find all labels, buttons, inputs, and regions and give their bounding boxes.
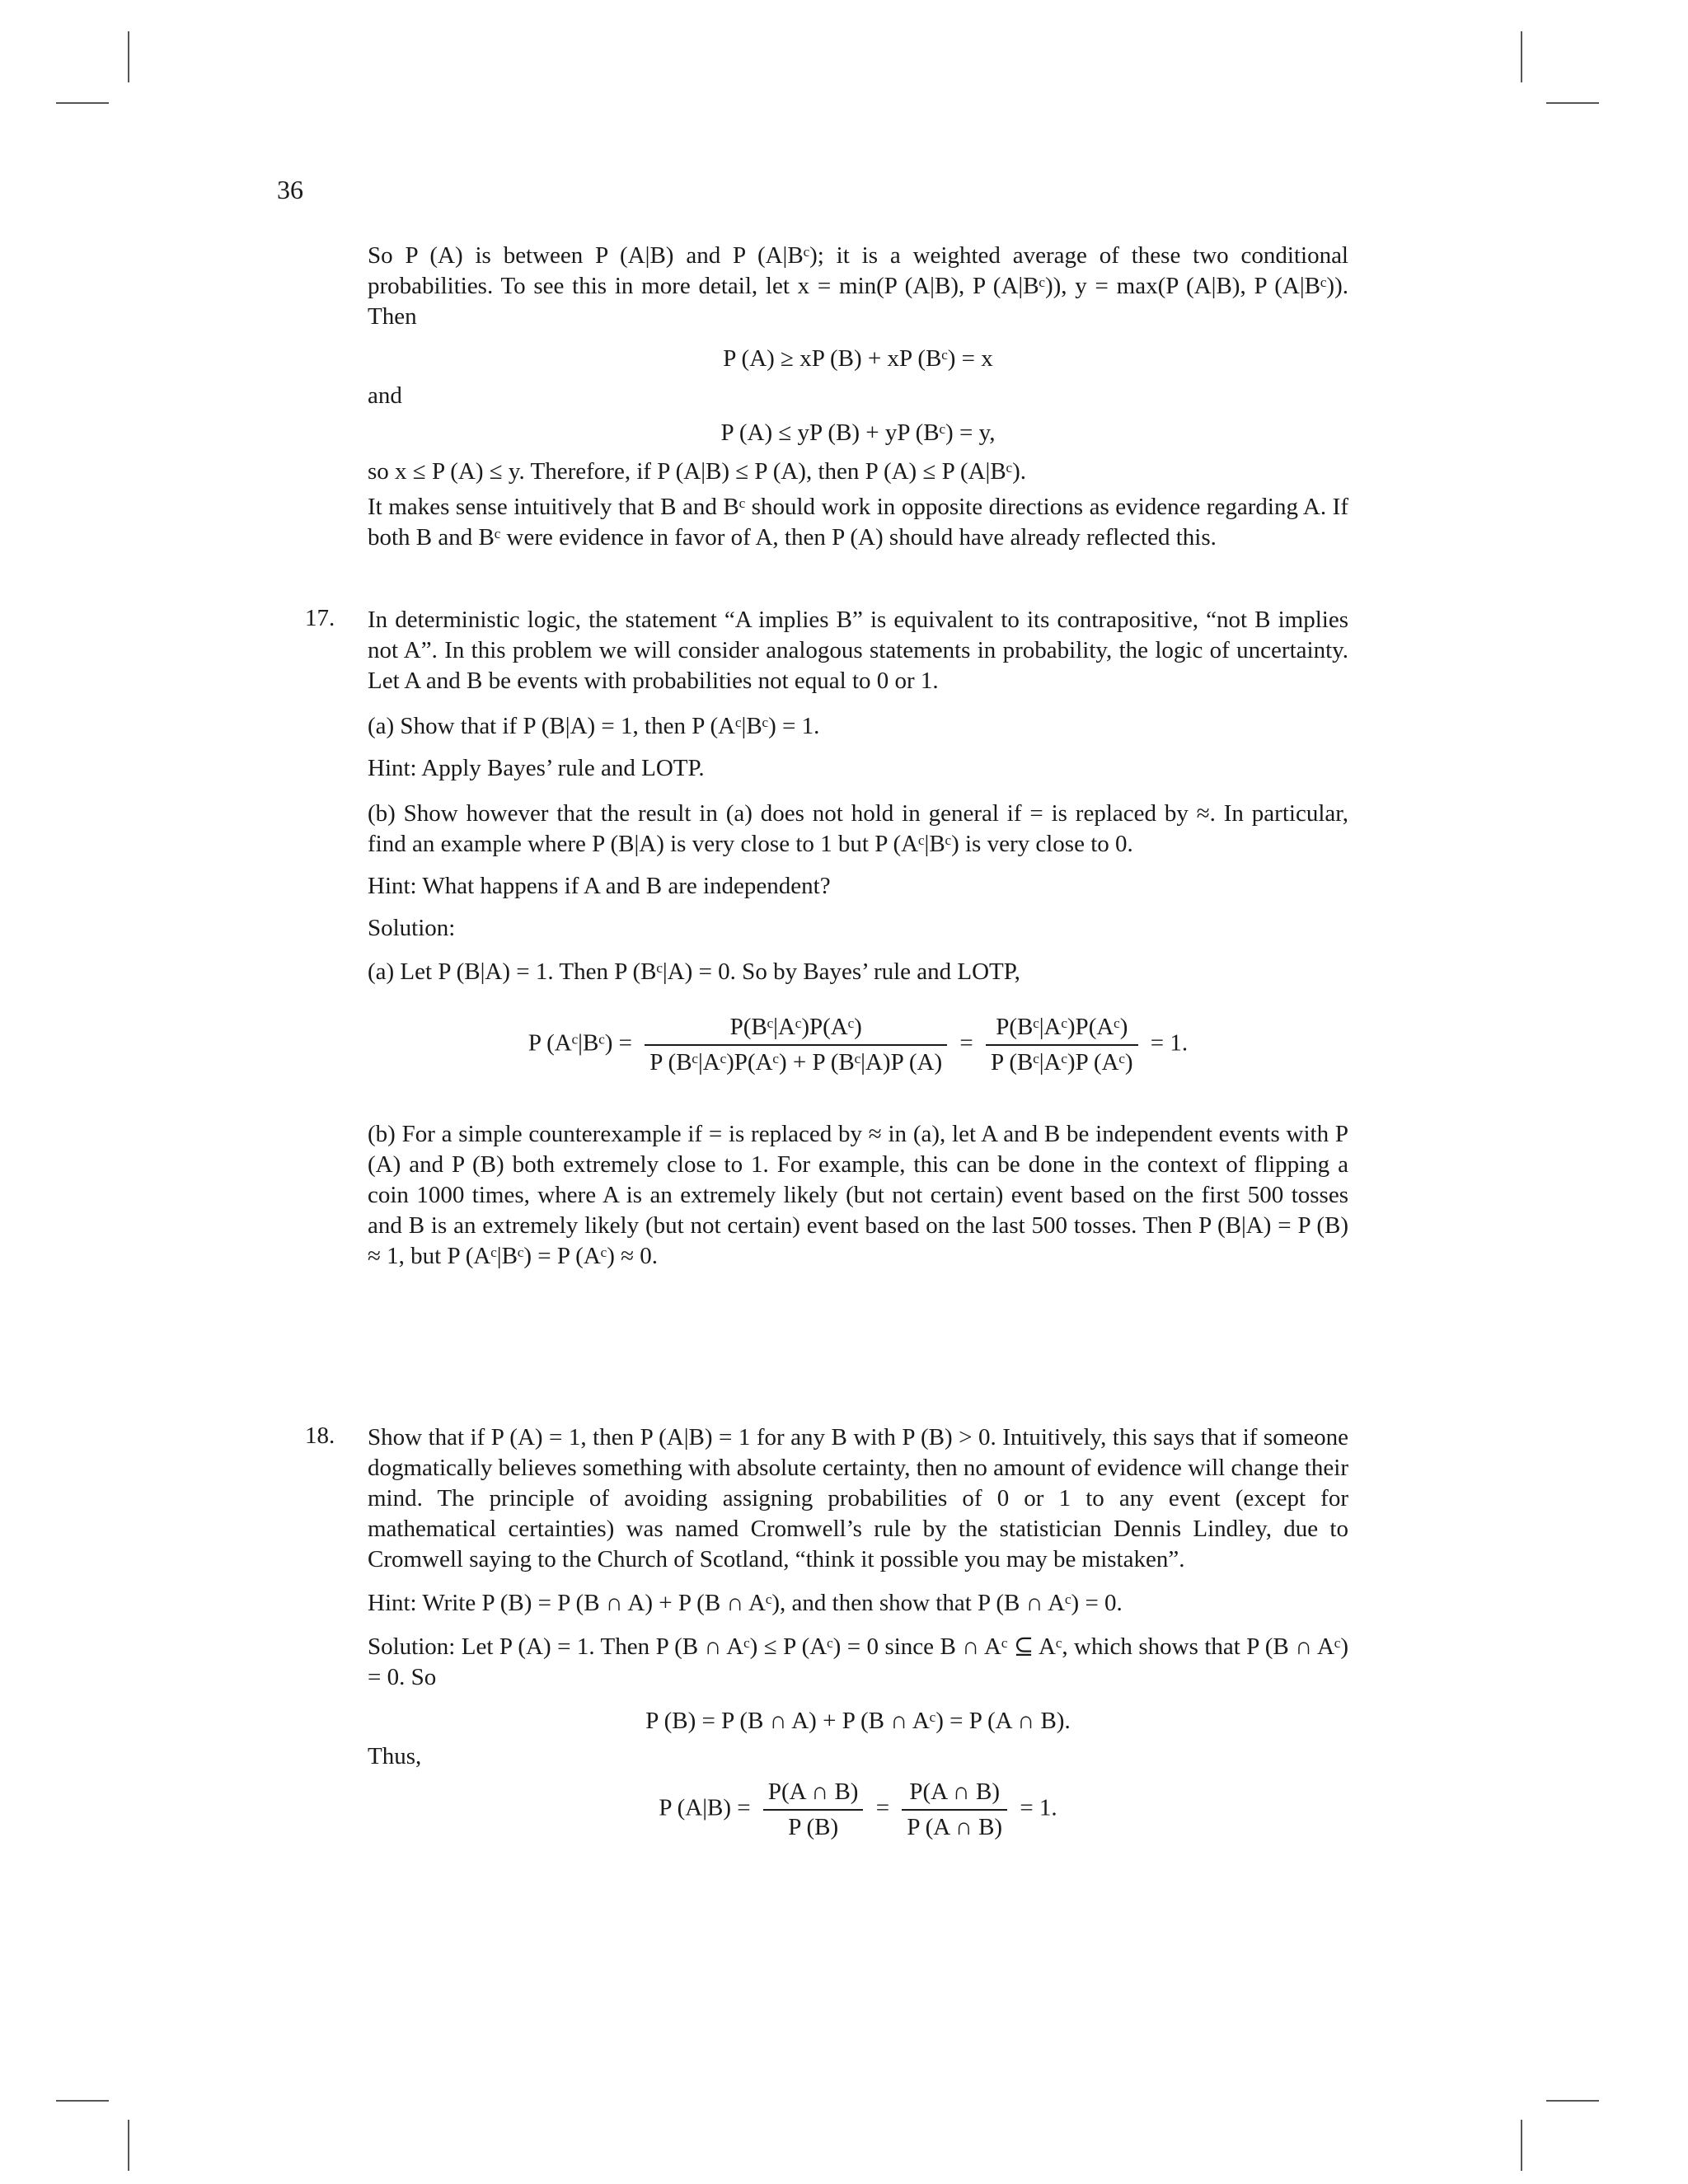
fraction xyxy=(763,1777,864,1843)
and-word: and xyxy=(368,382,402,409)
problem-18 xyxy=(368,1422,1348,1843)
hint-a: Hint: Apply Bayes’ rule and LOTP. xyxy=(368,755,705,781)
numerator: P(A ∩ B) xyxy=(763,1777,864,1811)
denominator: P (A ∩ B) xyxy=(907,1814,1003,1840)
problem-number: 17. xyxy=(305,605,335,631)
inequality-lower: P (A) ≥ xP (B) + xP (Bᶜ) = x xyxy=(723,345,993,372)
part-a: (a) Show that if P (B|A) = 1, then P (Aᶜ|Bᶜ) = 1. xyxy=(368,713,820,739)
numerator: P(Bᶜ|Aᶜ)P(Aᶜ) xyxy=(986,1012,1138,1046)
conditional-equation xyxy=(368,1777,1348,1843)
crop-mark xyxy=(1521,31,1522,82)
equation-result: = 1. xyxy=(1020,1794,1057,1821)
crop-mark xyxy=(56,102,109,104)
problem-statement: Show that if P (A) = 1, then P (A|B) = 1 for any B with P (B) > 0. Intuitively, this says that if someone dogmatically believes something with absolute certainty, then no amount of evidence will change their mind. The principle of avoiding assigning probabilities of 0 or 1 to any event (except for mathematical certainties) was named Cromwell’s rule by the statistician Dennis Lindley, due to Cromwell saying to the Church of Scotland, “think it possible you may be mistaken”. xyxy=(368,1424,1348,1572)
page-number: 36 xyxy=(277,175,303,204)
equals-sign: = xyxy=(959,1029,973,1057)
equation-result: = 1. xyxy=(1150,1029,1189,1057)
solution: Solution: Let P (A) = 1. Then P (B ∩ Aᶜ) ≤ P (Aᶜ) = 0 since B ∩ Aᶜ ⊆ Aᶜ, which shows that P (B ∩ Aᶜ) = 0. So xyxy=(368,1633,1348,1690)
crop-mark xyxy=(128,2120,129,2171)
crop-mark xyxy=(56,2100,109,2102)
crop-mark xyxy=(128,31,129,82)
part-b: (b) Show however that the result in (a) does not hold in general if = is replaced by ≈. In particular, find an example where P (B|A) is very close to 1 but P (Aᶜ|Bᶜ) is very close to 0. xyxy=(368,800,1348,857)
bayes-equation xyxy=(368,1012,1348,1078)
fraction xyxy=(902,1777,1007,1843)
equation-lhs: P (Aᶜ|Bᶜ) = xyxy=(528,1029,632,1057)
crop-mark xyxy=(1546,102,1599,104)
intro-section xyxy=(368,241,1348,553)
fraction xyxy=(986,1012,1138,1078)
intuition-paragraph: It makes sense intuitively that B and Bᶜ should work in opposite directions as evidence regarding A. If both B and Bᶜ were evidence in favor of A, then P (A) should have already reflected this. xyxy=(368,494,1348,551)
numerator: P(A ∩ B) xyxy=(902,1777,1007,1811)
equals-sign: = xyxy=(875,1794,890,1821)
solution-b: (b) For a simple counterexample if = is replaced by ≈ in (a), let A and B be independent events with P (A) and P (B) both extremely close to 1. For example, this can be done in the context of flipping a coin 1000 times, where A is an extremely likely (but not certain) event based on the first 500 tosses and B is an extremely likely (but not certain) event based on the last 500 tosses. Then P (B|A) = P (B) ≈ 1, but P (Aᶜ|Bᶜ) = P (Aᶜ) ≈ 0. xyxy=(368,1121,1348,1269)
total-probability-equation: P (B) = P (B ∩ A) + P (B ∩ Aᶜ) = P (A ∩ B). xyxy=(645,1708,1071,1734)
solution-label: Solution: xyxy=(368,915,456,941)
denominator: P (Bᶜ|Aᶜ)P(Aᶜ) + P (Bᶜ|A)P (A) xyxy=(649,1049,943,1076)
intro-paragraph: So P (A) is between P (A|B) and P (A|Bᶜ); it is a weighted average of these two conditional probabilities. To see this in more detail, let x = min(P (A|B), P (A|Bᶜ)), y = max(P (A|B), P (A|Bᶜ)). Then xyxy=(368,242,1348,330)
problem-statement: In deterministic logic, the statement “A implies B” is equivalent to its contrapositive, “not B implies not A”. In this problem we will consider analogous statements in probability, the logic of uncertainty. Let A and B be events with probabilities not equal to 0 or 1. xyxy=(368,607,1348,694)
problem-17 xyxy=(368,605,1348,1272)
denominator: P (B) xyxy=(788,1814,839,1840)
hint-b: Hint: What happens if A and B are independent? xyxy=(368,873,831,899)
inequality-upper: P (A) ≤ yP (B) + yP (Bᶜ) = y, xyxy=(720,419,996,446)
crop-mark xyxy=(1546,2100,1599,2102)
crop-mark xyxy=(1521,2120,1522,2171)
equation-lhs: P (A|B) = xyxy=(659,1794,751,1821)
conclusion-line: so x ≤ P (A) ≤ y. Therefore, if P (A|B) ≤ P (A), then P (A) ≤ P (A|Bᶜ). xyxy=(368,458,1027,485)
problem-number: 18. xyxy=(305,1422,335,1449)
denominator: P (Bᶜ|Aᶜ)P (Aᶜ) xyxy=(991,1049,1133,1076)
solution-a: (a) Let P (B|A) = 1. Then P (Bᶜ|A) = 0. So by Bayes’ rule and LOTP, xyxy=(368,958,1020,985)
thus-word: Thus, xyxy=(368,1743,422,1769)
hint: Hint: Write P (B) = P (B ∩ A) + P (B ∩ Aᶜ), and then show that P (B ∩ Aᶜ) = 0. xyxy=(368,1590,1123,1616)
numerator: P(Bᶜ|Aᶜ)P(Aᶜ) xyxy=(645,1012,947,1046)
fraction xyxy=(645,1012,947,1078)
